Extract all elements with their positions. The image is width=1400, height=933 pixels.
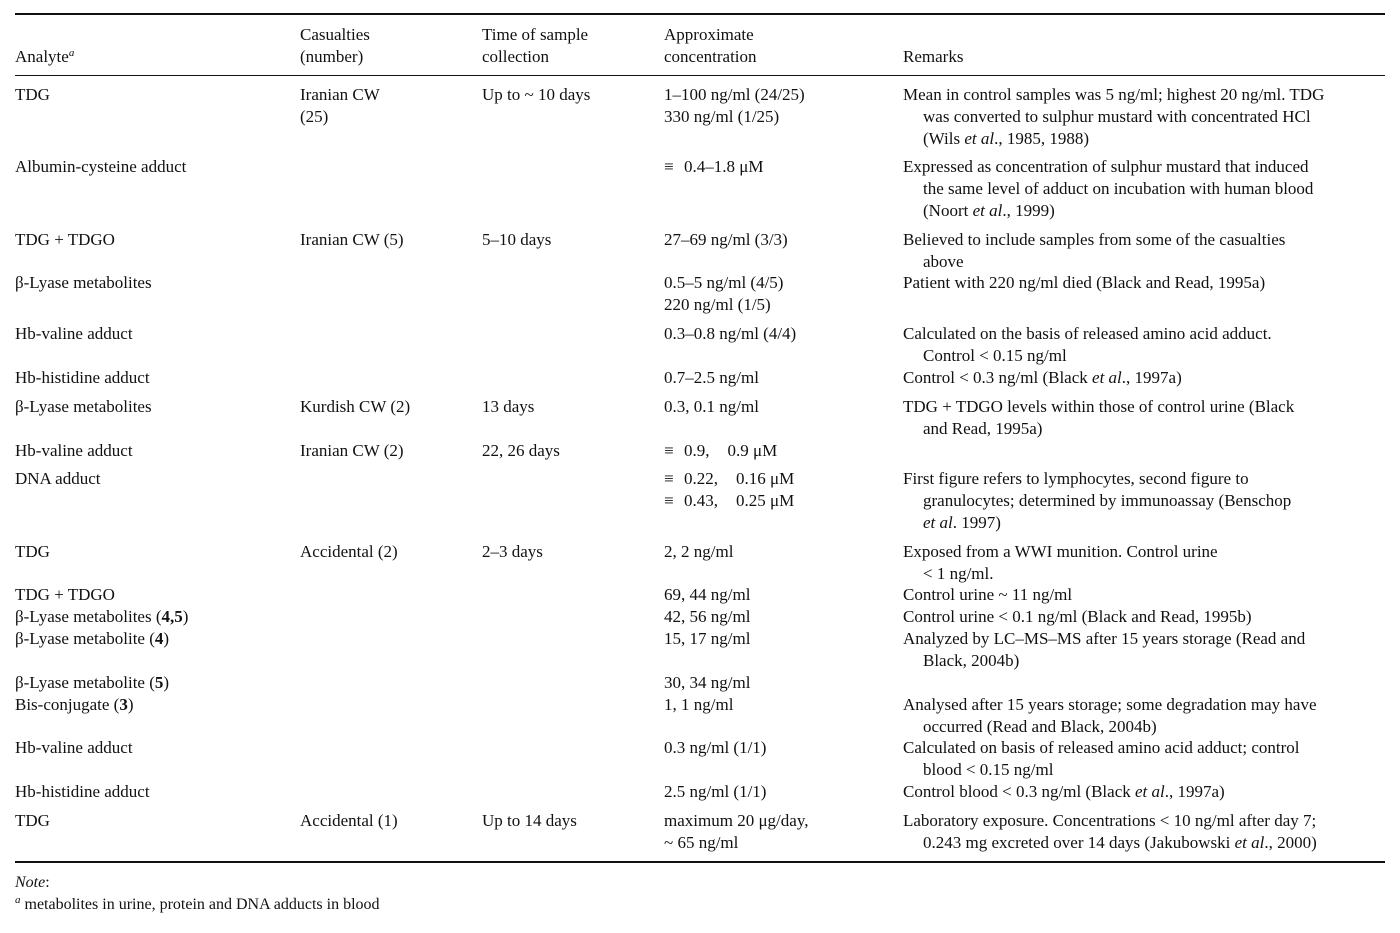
- citation-etal: et al: [923, 513, 953, 532]
- remarks-segment: was converted to sulphur mustard with concentrated HCl: [923, 107, 1311, 126]
- analyte-text: [15, 84, 295, 106]
- concentration-text: [664, 229, 900, 251]
- concentration-text: [664, 628, 900, 650]
- equivalence-symbol: ≡: [664, 157, 674, 176]
- remarks-text: [903, 200, 1388, 222]
- header-analyte: Analyte$^a$: [15, 47, 75, 66]
- compound-number: 4,5: [161, 607, 183, 626]
- concentration-text: [664, 541, 900, 563]
- concentration-cell: [664, 584, 900, 606]
- casualties-text: Iranian CW: [300, 85, 380, 104]
- concentration-cell: [664, 694, 900, 716]
- concentration-cell: [664, 84, 900, 128]
- analyte-segment: ): [163, 629, 170, 648]
- analyte-text: [15, 396, 295, 418]
- remarks-cell: [903, 694, 1388, 738]
- remarks-text: [903, 345, 1388, 367]
- remarks-cell: [903, 323, 1388, 367]
- remarks-segment: Black, 2004b): [923, 651, 1020, 670]
- remarks-cell: [903, 584, 1388, 606]
- citation-etal: et al: [1135, 782, 1165, 801]
- analyte-segment: β-Lyase metabolites: [15, 273, 152, 292]
- concentration-value: 27–69 ng/ml (3/3): [664, 230, 788, 249]
- remarks-text: [903, 810, 1388, 832]
- remarks-text: [903, 759, 1388, 781]
- remarks-segment: . 1997): [952, 513, 1001, 532]
- analyte-text: [15, 584, 295, 606]
- remarks-text: [903, 563, 1388, 585]
- compound-number: 5: [154, 673, 164, 692]
- analyte-cell: [15, 810, 295, 832]
- analyte-text: [15, 156, 295, 178]
- remarks-segment: ., 1997a): [1164, 782, 1225, 801]
- remarks-segment: Control < 0.3 ng/ml (Black: [903, 368, 1093, 387]
- time-text: 13 days: [482, 397, 535, 416]
- analyte-text: [15, 781, 295, 803]
- remarks-segment: Calculated on the basis of released amino acid adduct.: [903, 324, 1272, 343]
- equivalence-symbol: ≡: [664, 441, 674, 460]
- analyte-segment: ): [127, 695, 134, 714]
- analyte-text: [15, 810, 295, 832]
- concentration-cell: [664, 628, 900, 650]
- concentration-value: 30, 34 ng/ml: [664, 673, 751, 692]
- concentration-text: [664, 672, 900, 694]
- time-cell: [482, 84, 662, 106]
- casualties-text: Iranian CW (2): [300, 441, 404, 460]
- analyte-cell: [15, 468, 295, 490]
- time-cell: [482, 810, 662, 832]
- remarks-cell: [903, 810, 1388, 854]
- time-cell: [482, 541, 662, 563]
- concentration-value: maximum 20 μg/day,: [664, 811, 809, 830]
- header-remarks: Remarks: [903, 47, 964, 66]
- remarks-cell: [903, 84, 1388, 150]
- analyte-text: [15, 440, 295, 462]
- casualties-text: (25): [300, 107, 329, 126]
- remarks-text: [903, 541, 1388, 563]
- analyte-segment: TDG: [15, 85, 50, 104]
- analyte-text: [15, 323, 295, 345]
- concentration-cell: [664, 606, 900, 628]
- remarks-text: [903, 584, 1388, 606]
- casualties-cell: [300, 541, 480, 563]
- concentration-value: 0.7–2.5 ng/ml: [664, 368, 759, 387]
- concentration-text: [664, 490, 900, 512]
- value-second: 0.25 μM: [736, 491, 795, 510]
- analyte-cell: [15, 396, 295, 418]
- header-concentration: Approximate concentration: [664, 25, 757, 66]
- remarks-segment: Mean in control samples was 5 ng/ml; highest 20 ng/ml. TDG: [903, 85, 1325, 104]
- header-time: Time of sample collection: [482, 25, 589, 66]
- analyte-text: [15, 468, 295, 490]
- remarks-text: [903, 628, 1388, 650]
- casualties-cell: [300, 84, 480, 128]
- remarks-segment: 0.243 mg excreted over 14 days (Jakubowski: [923, 833, 1235, 852]
- time-text: 2–3 days: [482, 542, 543, 561]
- remarks-text: [903, 490, 1388, 512]
- remarks-cell: [903, 367, 1388, 389]
- concentration-value: 220 ng/ml (1/5): [664, 295, 771, 314]
- remarks-text: [903, 84, 1388, 106]
- remarks-text: [903, 468, 1388, 490]
- analyte-cell: [15, 541, 295, 563]
- analyte-cell: [15, 672, 295, 694]
- analyte-segment: Hb-histidine adduct: [15, 782, 150, 801]
- remarks-segment: TDG + TDGO levels within those of control urine (Black: [903, 397, 1295, 416]
- remarks-text: [903, 694, 1388, 716]
- remarks-text: [903, 367, 1388, 389]
- remarks-text: [903, 650, 1388, 672]
- remarks-segment: ., 1985, 1988): [994, 129, 1090, 148]
- casualties-text: Kurdish CW (2): [300, 397, 411, 416]
- remarks-text: [903, 781, 1388, 803]
- analyte-cell: [15, 606, 295, 628]
- analyte-segment: TDG: [15, 811, 50, 830]
- remarks-segment: Control urine ~ 11 ng/ml: [903, 585, 1073, 604]
- analyte-text: [15, 672, 295, 694]
- remarks-text: [903, 606, 1388, 628]
- header-casualties: Casualties (number): [300, 25, 370, 66]
- remarks-cell: [903, 468, 1388, 534]
- time-cell: [482, 440, 662, 462]
- analyte-cell: [15, 737, 295, 759]
- equivalence-symbol: ≡: [664, 491, 674, 510]
- remarks-segment: Calculated on basis of released amino acid adduct; control: [903, 738, 1300, 757]
- remarks-segment: Patient with 220 ng/ml died (Black and Read, 1995a): [903, 273, 1266, 292]
- remarks-cell: [903, 272, 1388, 294]
- note-title: Note:: [15, 874, 50, 891]
- concentration-cell: [664, 737, 900, 759]
- concentration-cell: [664, 323, 900, 345]
- remarks-segment: (Noort: [923, 201, 973, 220]
- time-cell: [482, 229, 662, 251]
- remarks-segment: Control blood < 0.3 ng/ml (Black: [903, 782, 1135, 801]
- remarks-segment: Analysed after 15 years storage; some degradation may have: [903, 695, 1317, 714]
- analyte-segment: ): [163, 673, 170, 692]
- analyte-cell: [15, 156, 295, 178]
- concentration-text: [664, 606, 900, 628]
- concentration-value: 69, 44 ng/ml: [664, 585, 751, 604]
- remarks-text: [903, 832, 1388, 854]
- analyte-segment: Hb-valine adduct: [15, 441, 133, 460]
- compound-number: 4: [154, 629, 164, 648]
- concentration-cell: [664, 781, 900, 803]
- analyte-segment: β-Lyase metabolite (: [15, 673, 155, 692]
- analyte-segment: Bis-conjugate (: [15, 695, 120, 714]
- remarks-segment: Analyzed by LC–MS–MS after 15 years storage (Read and: [903, 629, 1306, 648]
- remarks-segment: ., 1997a): [1121, 368, 1182, 387]
- concentration-cell: [664, 468, 900, 512]
- time-text: Up to ~ 10 days: [482, 85, 591, 104]
- remarks-segment: Believed to include samples from some of the casualties: [903, 230, 1286, 249]
- analyte-cell: [15, 440, 295, 462]
- remarks-segment: above: [923, 252, 964, 271]
- casualties-cell: [300, 440, 480, 462]
- concentration-value: 15, 17 ng/ml: [664, 629, 751, 648]
- remarks-text: [903, 229, 1388, 251]
- analyte-segment: Hb-valine adduct: [15, 324, 133, 343]
- table-note: [15, 872, 380, 916]
- remarks-cell: [903, 737, 1388, 781]
- remarks-text: [903, 323, 1388, 345]
- remarks-cell: [903, 229, 1388, 273]
- header-rule: [15, 75, 1385, 76]
- analyte-text: [15, 367, 295, 389]
- concentration-text: [664, 737, 900, 759]
- remarks-segment: and Read, 1995a): [923, 419, 1043, 438]
- remarks-segment: < 1 ng/ml.: [923, 564, 994, 583]
- concentration-text: [664, 272, 900, 294]
- remarks-text: [903, 512, 1388, 534]
- concentration-text: [664, 294, 900, 316]
- remarks-text: [903, 716, 1388, 738]
- remarks-cell: [903, 541, 1388, 585]
- concentration-cell: [664, 440, 900, 462]
- concentration-text: [664, 810, 900, 832]
- analyte-cell: [15, 84, 295, 106]
- remarks-segment: ., 2000): [1264, 833, 1317, 852]
- value-first: 0.43,: [684, 491, 718, 510]
- citation-etal: et al: [972, 201, 1003, 220]
- table-bottom-rule: [15, 861, 1385, 863]
- analyte-cell: [15, 229, 295, 251]
- remarks-segment: (Wils: [923, 129, 965, 148]
- analyte-cell: [15, 323, 295, 345]
- concentration-value: 330 ng/ml (1/25): [664, 107, 780, 126]
- analyte-cell: [15, 781, 295, 803]
- analyte-text: [15, 694, 295, 716]
- citation-etal: et al: [964, 129, 995, 148]
- analyte-cell: [15, 584, 295, 606]
- concentration-cell: [664, 272, 900, 316]
- remarks-segment: occurred (Read and Black, 2004b): [923, 717, 1157, 736]
- concentration-cell: [664, 541, 900, 563]
- concentration-cell: [664, 156, 900, 178]
- analyte-segment: Hb-valine adduct: [15, 738, 133, 757]
- remarks-segment: the same level of adduct on incubation with human blood: [923, 179, 1314, 198]
- table-top-rule: [15, 13, 1385, 15]
- concentration-value: 2, 2 ng/ml: [664, 542, 734, 561]
- analyte-text: [15, 272, 295, 294]
- remarks-segment: Expressed as concentration of sulphur mustard that induced: [903, 157, 1309, 176]
- concentration-text: [664, 106, 900, 128]
- concentration-value: 2.5 ng/ml (1/1): [664, 782, 767, 801]
- concentration-value: 0.4–1.8 μM: [684, 157, 764, 176]
- concentration-cell: [664, 672, 900, 694]
- analyte-segment: β-Lyase metabolites (: [15, 607, 162, 626]
- concentration-text: [664, 156, 900, 178]
- analyte-segment: TDG + TDGO: [15, 230, 115, 249]
- concentration-value: 0.3, 0.1 ng/ml: [664, 397, 759, 416]
- remarks-segment: First figure refers to lymphocytes, second figure to: [903, 469, 1249, 488]
- analyte-segment: β-Lyase metabolites: [15, 397, 152, 416]
- equivalence-symbol: ≡: [664, 469, 674, 488]
- time-text: 22, 26 days: [482, 441, 560, 460]
- concentration-text: [664, 367, 900, 389]
- value-first: 0.22,: [684, 469, 718, 488]
- concentration-cell: [664, 396, 900, 418]
- remarks-segment: blood < 0.15 ng/ml: [923, 760, 1054, 779]
- value-second: 0.9 μM: [727, 441, 778, 460]
- concentration-text: [664, 84, 900, 106]
- remarks-segment: Control < 0.15 ng/ml: [923, 346, 1067, 365]
- analyte-cell: [15, 272, 295, 294]
- concentration-text: [664, 584, 900, 606]
- remarks-text: [903, 272, 1388, 294]
- time-cell: [482, 396, 662, 418]
- remarks-cell: [903, 781, 1388, 803]
- remarks-text: [903, 396, 1388, 418]
- analyte-text: [15, 628, 295, 650]
- analyte-text: [15, 606, 295, 628]
- analyte-segment: TDG: [15, 542, 50, 561]
- citation-etal: et al: [1092, 368, 1122, 387]
- concentration-value: 0.3 ng/ml (1/1): [664, 738, 767, 757]
- concentration-value: ~ 65 ng/ml: [664, 833, 739, 852]
- analyte-segment: Albumin-cysteine adduct: [15, 157, 187, 176]
- note-footnote: $^a$ metabolites in urine, protein and DNA adducts in blood: [15, 894, 380, 913]
- analyte-segment: DNA adduct: [15, 469, 101, 488]
- remarks-text: [903, 178, 1388, 200]
- remarks-text: [903, 251, 1388, 273]
- analyte-text: [15, 541, 295, 563]
- remarks-segment: granulocytes; determined by immunoassay (Benschop: [923, 491, 1292, 510]
- remarks-text: [903, 418, 1388, 440]
- concentration-cell: [664, 810, 900, 854]
- remarks-text: [903, 737, 1388, 759]
- remarks-segment: Control urine < 0.1 ng/ml (Black and Read, 1995b): [903, 607, 1252, 626]
- remarks-cell: [903, 606, 1388, 628]
- concentration-text: [664, 832, 900, 854]
- analyte-cell: [15, 694, 295, 716]
- analyte-cell: [15, 628, 295, 650]
- analyte-segment: ): [182, 607, 189, 626]
- casualties-text: Iranian CW (5): [300, 230, 404, 249]
- compound-number: 3: [119, 695, 128, 714]
- concentration-text: [664, 440, 900, 462]
- analyte-cell: [15, 367, 295, 389]
- remarks-cell: [903, 628, 1388, 672]
- time-text: Up to 14 days: [482, 811, 577, 830]
- remarks-text: [903, 128, 1388, 150]
- analyte-text: [15, 737, 295, 759]
- concentration-text: [664, 694, 900, 716]
- remarks-cell: [903, 396, 1388, 440]
- analyte-segment: Hb-histidine adduct: [15, 368, 150, 387]
- remarks-text: [903, 106, 1388, 128]
- analyte-text: [15, 229, 295, 251]
- time-text: 5–10 days: [482, 230, 552, 249]
- remarks-segment: Laboratory exposure. Concentrations < 10 ng/ml after day 7;: [903, 811, 1317, 830]
- concentration-value: 42, 56 ng/ml: [664, 607, 751, 626]
- casualties-cell: [300, 229, 480, 251]
- remarks-text: [903, 156, 1388, 178]
- value-second: 0.16 μM: [736, 469, 795, 488]
- casualties-text: Accidental (1): [300, 811, 398, 830]
- casualties-text: Accidental (2): [300, 542, 398, 561]
- concentration-cell: [664, 229, 900, 251]
- remarks-segment: ., 1999): [1002, 201, 1055, 220]
- concentration-text: [664, 396, 900, 418]
- analyte-segment: TDG + TDGO: [15, 585, 115, 604]
- concentration-value: 0.5–5 ng/ml (4/5): [664, 273, 784, 292]
- concentration-value: 1, 1 ng/ml: [664, 695, 734, 714]
- concentration-value: 0.3–0.8 ng/ml (4/4): [664, 324, 797, 343]
- value-first: 0.9,: [684, 441, 710, 460]
- concentration-cell: [664, 367, 900, 389]
- concentration-text: [664, 323, 900, 345]
- concentration-value: 1–100 ng/ml (24/25): [664, 85, 805, 104]
- concentration-text: [664, 781, 900, 803]
- casualties-cell: [300, 396, 480, 418]
- citation-etal: et al: [1234, 833, 1265, 852]
- casualties-cell: [300, 810, 480, 832]
- remarks-segment: Exposed from a WWI munition. Control urine: [903, 542, 1218, 561]
- concentration-text: [664, 468, 900, 490]
- remarks-cell: [903, 156, 1388, 222]
- analyte-segment: β-Lyase metabolite (: [15, 629, 155, 648]
